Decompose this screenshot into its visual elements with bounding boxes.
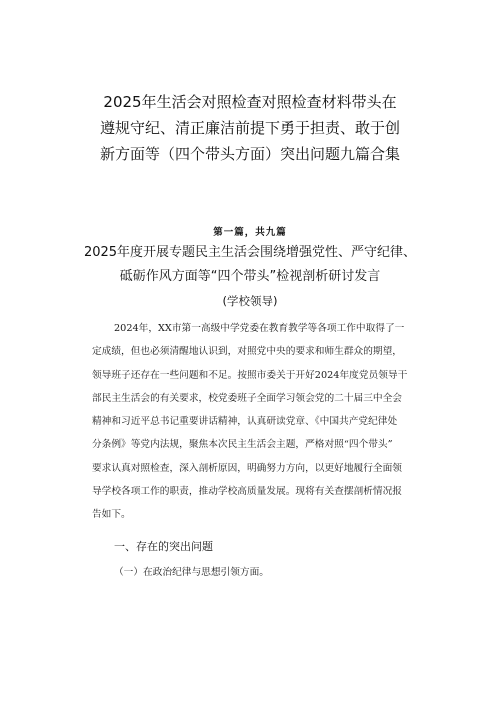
main-title-line: 2025年生活会对照检查对照检查材料带头在: [103, 93, 397, 111]
paragraph-line: 分条例》等党内法规，聚焦本次民主生活会主题，严格对照“四个带头”: [92, 439, 393, 451]
main-title-line: 新方面等（四个带头方面）突出问题九篇合集: [99, 145, 400, 163]
speaker-role: (学校领导): [222, 294, 278, 308]
paragraph-line: 定成绩，但也必须清醒地认识到，对照党中央的要求和师生群众的期望，: [92, 346, 402, 358]
speech-title: [40, 241, 460, 289]
paragraph-line: 2024年，XX市第一高级中学党委在教育教学等各项工作中取得了一: [114, 323, 405, 334]
paragraph-line: 导学校各项工作的职责，推动学校高质量发展。现将有关查摆剖析情况报: [92, 486, 402, 498]
paragraph-line: 告如下。: [92, 509, 131, 521]
paragraph-line: 领导班子还存在一些问题和不足。按照市委关于开好2024年度党员领导干: [92, 369, 408, 381]
section-label: 第一篇，共九篇: [213, 227, 287, 238]
paragraph-line: 部民主生活会的有关要求，校党委班子全面学习领会党的二十届三中全会: [92, 392, 402, 404]
subsection-heading: （一）在政治纪律与思想引领方面。: [114, 567, 269, 578]
speech-title-line: 2025年度开展专题民主生活会围绕增强党性、严守纪律、: [83, 245, 417, 260]
speech-title-line: 砥砺作风方面等“四个带头”检视剖析研讨发言: [119, 269, 381, 284]
main-title-line: 遵规守纪、清正廉洁前提下勇于担责、敢于创: [99, 119, 400, 137]
body-paragraph: [92, 317, 408, 527]
main-title: [60, 89, 440, 167]
paragraph-line: 要求认真对照检查，深入剖析原因，明确努力方向，以更好地履行全面领: [92, 462, 402, 474]
section-heading: 一、存在的突出问题: [114, 540, 213, 553]
paragraph-line: 精神和习近平总书记重要讲话精神，认真研读党章、《中国共产党纪律处: [92, 416, 398, 428]
